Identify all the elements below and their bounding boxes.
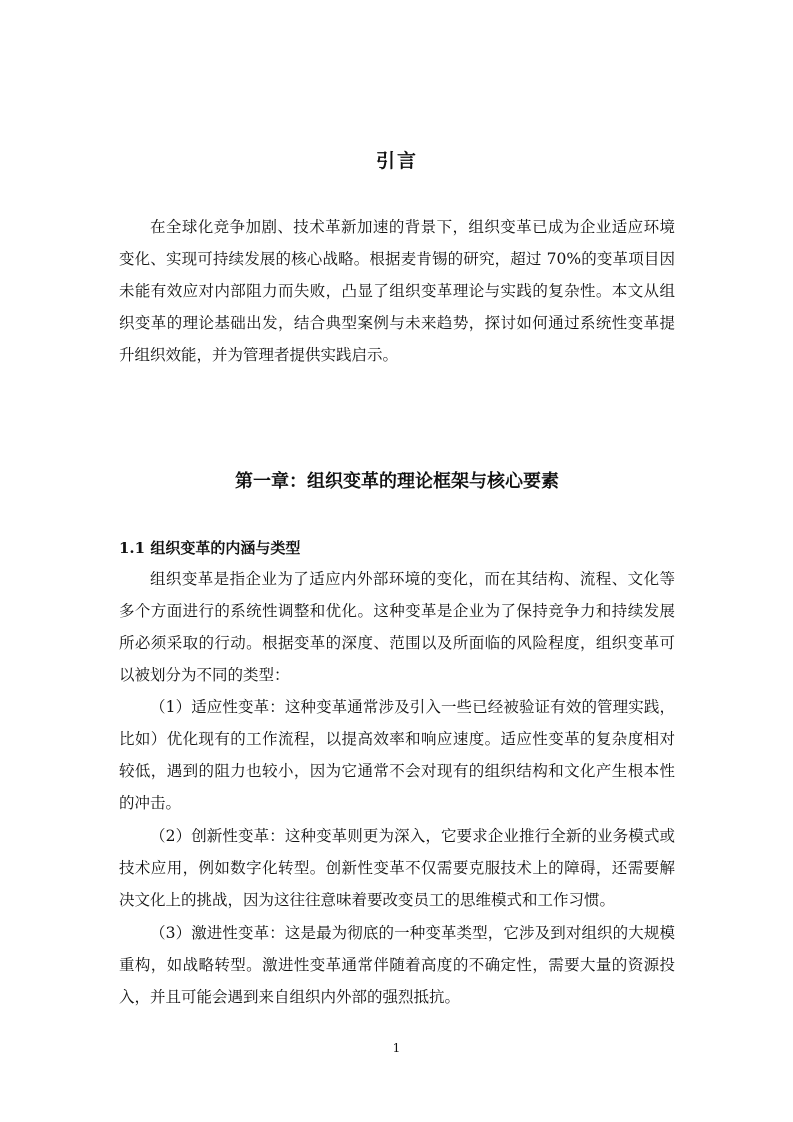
list-item-adaptive-change: （1）适应性变革：这种变革通常涉及引入一些已经被验证有效的管理实践，比如）优化现有的工作流程，以提高效率和响应速度。适应性变革的复杂度相对较低，遇到的阻力也较小，因为它通常不会对现有的组织结构和文化产生根本性的冲击。	[119, 698, 675, 812]
list-item-radical-change: （3）激进性变革：这是最为彻底的一种变革类型，它涉及到对组织的大规模重构，如战略转型。激进性变革通常伴随着高度的不确定性，需要大量的资源投入，并且可能会遇到来自组织内外部的强烈抵抗。	[119, 924, 675, 1006]
chapter-title: 第一章：组织变革的理论框架与核心要素	[235, 471, 559, 492]
section-title: 1.1 组织变革的内涵与类型	[119, 539, 301, 557]
intro-title: 引言	[375, 150, 418, 172]
section-paragraph: 组织变革是指企业为了适应内外部环境的变化，而在其结构、流程、文化等多个方面进行的系统性调整和优化。这种变革是企业为了保持竞争力和持续发展所必须采取的行动。根据变革的深度、范围以及所面临的风险程度，组织变革可以被划分为不同的类型：	[119, 570, 675, 684]
intro-paragraph: 在全球化竞争加剧、技术革新加速的背景下，组织变革已成为企业适应环境变化、实现可持续发展的核心战略。根据麦肯锡的研究，超过 70%的变革项目因未能有效应对内部阻力而失败，凸显了组织变革理论与实践的复杂性。本文从组织变革的理论基础出发，结合典型案例与未来趋势，探讨如何通过系统性变革提升组织效能，并为管理者提供实践启示。	[119, 218, 675, 364]
page-number: 1	[392, 1041, 401, 1055]
section-body	[119, 563, 675, 1013]
list-item-innovative-change: （2）创新性变革：这种变革则更为深入，它要求企业推行全新的业务模式或技术应用，例如数字化转型。创新性变革不仅需要克服技术上的障碍，还需要解决文化上的挑战，因为这往往意味着要改变员工的思维模式和工作习惯。	[119, 827, 675, 909]
